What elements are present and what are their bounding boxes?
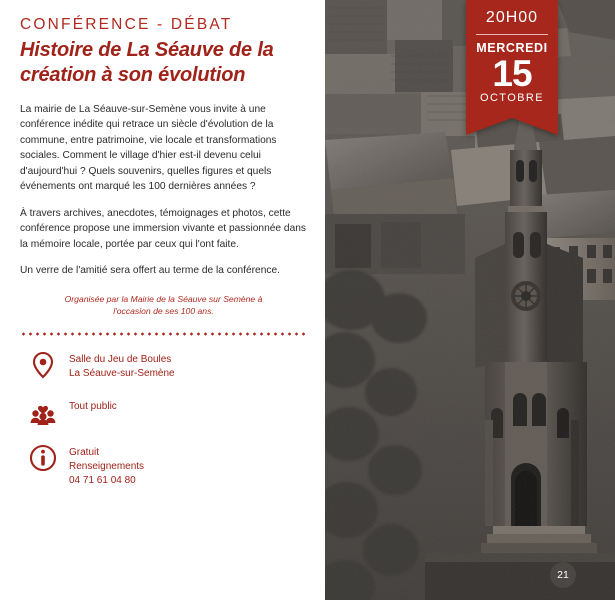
ribbon-tail-shape (466, 113, 558, 135)
description-paragraph-1: La mairie de La Séauve-sur-Semène vous invite à une conférence inédite qui retrace un siècle d'évolution de la commune, entre patrimoine, vie locale et transformations sociales. Comment le village d'hier est-il devenu celui d'aujourd'hui ? Quels souvenirs, quelles figures et quels événements ont marqué les 100 dernières années ? (20, 103, 277, 193)
location-pin-icon (28, 350, 58, 380)
event-day-name: MERCREDI (476, 41, 548, 55)
organiser-line-1: Organisée par la Mairie de la Séauve sur Semène à (64, 293, 263, 304)
title-line-2: création à son évolution (20, 63, 246, 86)
contact-text (69, 443, 144, 489)
contact-line-1: Gratuit (69, 446, 100, 458)
organiser-line-2: l'occasion de ses 100 ans. (113, 306, 214, 317)
description-paragraph-2: À travers archives, anecdotes, témoignages et photos, cette conférence propose une immersion vivante et passionnée dans la mémoire locale, portée par ceux qui l'ont faite. (20, 207, 306, 250)
info-circle-icon (28, 443, 58, 473)
audience-text (69, 397, 117, 414)
audience-line-1: Tout public (69, 400, 117, 412)
venue-line-2: La Séauve-sur-Semène (69, 367, 175, 379)
description-paragraph-3: Un verre de l'amitié sera offert au terme de la conférence. (20, 265, 280, 277)
page-title (20, 38, 307, 88)
event-month: OCTOBRE (480, 92, 544, 104)
date-ribbon-body (466, 0, 558, 113)
dotted-divider (20, 332, 307, 336)
audience-heart-icon (28, 397, 58, 427)
event-kicker: CONFÉRENCE - DÉBAT (20, 16, 233, 33)
organiser-note (20, 293, 307, 318)
event-time: 20H00 (476, 9, 548, 35)
info-row-contact (20, 443, 307, 489)
title-line-1: Histoire de La Séauve de la (20, 39, 274, 61)
event-day-number: 15 (492, 52, 532, 94)
info-row-audience (20, 397, 307, 427)
venue-text (69, 350, 175, 381)
contact-line-2: Renseignements (69, 461, 145, 473)
page-number-badge: 21 (550, 562, 576, 588)
contact-phone: 04 71 61 04 80 (69, 475, 136, 487)
info-row-venue (20, 350, 307, 381)
venue-line-1: Salle du Jeu de Boules (69, 353, 172, 365)
date-ribbon (466, 0, 558, 135)
